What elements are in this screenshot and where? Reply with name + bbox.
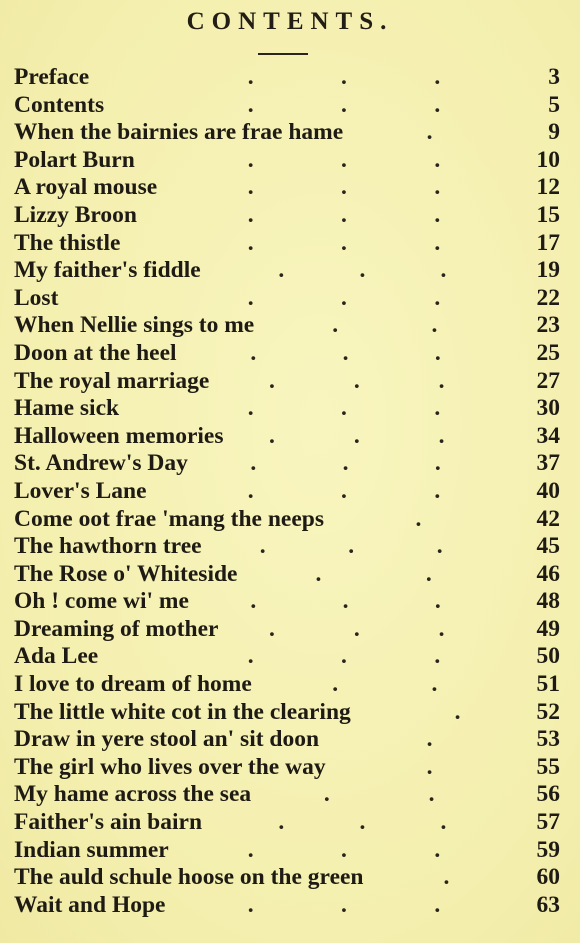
leader-dot: . [438, 367, 445, 394]
entry-title: Wait and Hope [14, 891, 166, 918]
leader-dot: . [426, 726, 433, 753]
contents-entry [14, 119, 560, 147]
contents-entry [14, 809, 560, 837]
leader-dot: . [247, 477, 254, 504]
dot-leaders [207, 588, 484, 616]
dot-leaders [204, 64, 484, 92]
entry-title: Come oot frae 'mang the neeps [14, 505, 325, 532]
page-title: CONTENTS. [186, 8, 394, 35]
contents-entry [14, 892, 560, 920]
contents-entry [14, 202, 560, 230]
leader-dot: . [434, 284, 441, 311]
leader-dot: . [342, 450, 349, 477]
dot-leaders [375, 754, 484, 782]
dot-leaders [204, 285, 484, 313]
leader-dot: . [247, 643, 254, 670]
leader-dot: . [250, 450, 257, 477]
contents-entry [14, 312, 560, 340]
leader-dot: . [247, 174, 254, 201]
leader-dot: . [247, 91, 254, 118]
contents-entry [14, 257, 560, 285]
leader-dot: . [341, 91, 347, 118]
leader-dot: . [247, 64, 254, 90]
contents-list [14, 64, 560, 919]
leader-dot: . [443, 864, 450, 891]
entry-page-number: 27 [536, 367, 560, 394]
leader-dot: . [353, 615, 360, 642]
leader-dot: . [434, 477, 441, 504]
contents-entry [14, 423, 560, 451]
entry-page-number: 12 [536, 174, 560, 201]
entry-page-number: 52 [536, 698, 560, 725]
entry-title: The girl who lives over the way [14, 753, 326, 780]
dot-leaders [375, 726, 484, 754]
entry-page-number: 19 [536, 257, 560, 284]
contents-entry [14, 754, 560, 782]
contents-entry [14, 588, 560, 616]
dot-leaders [375, 119, 484, 147]
contents-entry [14, 643, 560, 671]
entry-title: The Rose o' Whiteside [14, 560, 238, 587]
leader-dot: . [250, 588, 257, 615]
leader-dot: . [247, 891, 254, 918]
leader-dot: . [431, 671, 438, 698]
entry-title: Lost [14, 284, 59, 311]
entry-title: Ada Lee [14, 643, 99, 670]
entry-title: A royal mouse [14, 174, 158, 201]
dot-leaders [204, 202, 484, 230]
dot-leaders [204, 892, 484, 920]
contents-entry [14, 699, 560, 727]
contents-entry [14, 92, 560, 120]
entry-page-number: 37 [536, 450, 560, 477]
contents-entry [14, 837, 560, 865]
leader-dot: . [428, 781, 435, 808]
dot-leaders [286, 671, 484, 699]
dot-leaders [230, 616, 484, 644]
entry-page-number: 60 [536, 864, 560, 891]
entry-page-number: 9 [548, 119, 560, 146]
entry-title: Polart Burn [14, 146, 135, 173]
contents-entry [14, 147, 560, 175]
dot-leaders [263, 561, 484, 589]
dot-leaders [218, 533, 484, 561]
leader-dot: . [434, 201, 441, 228]
leader-dot: . [438, 422, 445, 449]
contents-entry [14, 781, 560, 809]
leader-dot: . [341, 284, 347, 311]
dot-leaders [204, 230, 484, 258]
entry-page-number: 42 [536, 505, 560, 532]
dot-leaders [204, 92, 484, 120]
entry-page-number: 30 [536, 395, 560, 422]
entry-title: The hawthorn tree [14, 533, 202, 560]
contents-entry [14, 864, 560, 892]
leader-dot: . [269, 367, 275, 394]
dot-leaders [204, 643, 484, 671]
leader-dot: . [247, 284, 254, 311]
entry-page-number: 34 [536, 422, 560, 449]
leader-dot: . [250, 339, 257, 366]
entry-page-number: 46 [536, 560, 560, 587]
leader-dot: . [332, 312, 339, 339]
entry-title: When the bairnies are frae hame [14, 119, 344, 146]
leader-dot: . [434, 395, 441, 422]
leader-dot: . [269, 615, 275, 642]
entry-title: Lover's Lane [14, 477, 147, 504]
leader-dot: . [342, 588, 349, 615]
entry-page-number: 53 [536, 726, 560, 753]
dot-leaders [204, 174, 484, 202]
dot-leaders [241, 809, 484, 837]
leader-dot: . [323, 781, 330, 808]
dot-leaders [204, 478, 484, 506]
leader-dot: . [269, 422, 275, 449]
leader-dot: . [415, 505, 422, 532]
leader-dot: . [341, 174, 347, 201]
entry-page-number: 3 [548, 64, 560, 90]
entry-page-number: 40 [536, 477, 560, 504]
leader-dot: . [434, 836, 441, 863]
entry-title: Dreaming of mother [14, 615, 219, 642]
entry-title: Contents [14, 91, 105, 118]
entry-title: Lizzy Broon [14, 201, 137, 228]
leader-dot: . [440, 809, 447, 836]
leader-dot: . [341, 477, 347, 504]
contents-entry [14, 450, 560, 478]
dot-leaders [431, 699, 484, 727]
entry-title: The royal marriage [14, 367, 210, 394]
dot-leaders [204, 837, 484, 865]
contents-entry [14, 726, 560, 754]
leader-dot: . [332, 671, 339, 698]
entry-title: The auld schule hoose on the green [14, 864, 364, 891]
contents-entry [14, 174, 560, 202]
entry-title: Indian summer [14, 836, 169, 863]
contents-entry [14, 506, 560, 534]
leader-dot: . [434, 146, 441, 173]
contents-entry [14, 671, 560, 699]
entry-page-number: 23 [536, 312, 560, 339]
contents-entry [14, 368, 560, 396]
leader-dot: . [259, 533, 266, 560]
contents-entry [14, 285, 560, 313]
entry-page-number: 49 [536, 615, 560, 642]
dot-leaders [204, 147, 484, 175]
contents-entry [14, 64, 560, 92]
entry-page-number: 50 [536, 643, 560, 670]
entry-title: Faither's ain bairn [14, 809, 203, 836]
entry-page-number: 17 [536, 229, 560, 256]
leader-dot: . [434, 643, 441, 670]
contents-entry [14, 478, 560, 506]
entry-title: Halloween memories [14, 422, 224, 449]
entry-title: Hame sick [14, 395, 120, 422]
entry-title: St. Andrew's Day [14, 450, 188, 477]
leader-dot: . [434, 229, 441, 256]
leader-dot: . [438, 615, 445, 642]
entry-title: Oh ! come wi' me [14, 588, 189, 615]
entry-title: Doon at the heel [14, 339, 177, 366]
entry-page-number: 55 [536, 753, 560, 780]
leader-dot: . [434, 339, 441, 366]
dot-leaders [409, 864, 484, 892]
entry-title: The thistle [14, 229, 121, 256]
dot-leaders [207, 340, 484, 368]
entry-page-number: 22 [536, 284, 560, 311]
dot-leaders [204, 395, 484, 423]
dot-leaders [274, 781, 484, 809]
contents-entry [14, 230, 560, 258]
leader-dot: . [341, 643, 347, 670]
leader-dot: . [431, 312, 438, 339]
contents-entry [14, 561, 560, 589]
leader-dot: . [454, 698, 461, 725]
entry-title: My hame across the sea [14, 781, 252, 808]
entry-page-number: 51 [536, 671, 560, 698]
entry-title: Draw in yere stool an' sit doon [14, 726, 320, 753]
leader-dot: . [434, 891, 441, 918]
entry-page-number: 59 [536, 836, 560, 863]
dot-leaders [241, 257, 484, 285]
leader-dot: . [341, 64, 347, 90]
dot-leaders [286, 312, 484, 340]
leader-dot: . [348, 533, 355, 560]
leader-dot: . [341, 229, 347, 256]
entry-title: When Nellie sings to me [14, 312, 255, 339]
leader-dot: . [247, 229, 254, 256]
leader-dot: . [359, 809, 366, 836]
leader-dot: . [247, 836, 254, 863]
entry-page-number: 5 [548, 91, 560, 118]
entry-page-number: 45 [536, 533, 560, 560]
entry-page-number: 63 [536, 891, 560, 918]
leader-dot: . [426, 753, 433, 780]
leader-dot: . [341, 201, 347, 228]
dot-leaders [353, 506, 484, 534]
leader-dot: . [434, 588, 441, 615]
leader-dot: . [425, 560, 432, 587]
contents-entry [14, 340, 560, 368]
leader-dot: . [247, 201, 254, 228]
leader-dot: . [342, 339, 349, 366]
leader-dot: . [434, 174, 441, 201]
leader-dot: . [434, 91, 441, 118]
entry-title: My faither's fiddle [14, 257, 201, 284]
entry-page-number: 15 [536, 201, 560, 228]
leader-dot: . [436, 533, 443, 560]
leader-dot: . [434, 450, 441, 477]
leader-dot: . [341, 836, 347, 863]
leader-dot: . [315, 560, 322, 587]
leader-dot: . [434, 64, 441, 90]
leader-dot: . [426, 119, 433, 146]
leader-dot: . [440, 257, 447, 284]
leader-dot: . [278, 257, 285, 284]
title-rule [258, 53, 308, 55]
entry-page-number: 48 [536, 588, 560, 615]
entry-title: Preface [14, 64, 90, 90]
entry-title: The little white cot in the clearing [14, 698, 351, 725]
entry-page-number: 57 [536, 809, 560, 836]
dot-leaders [230, 368, 484, 396]
leader-dot: . [278, 809, 285, 836]
leader-dot: . [341, 146, 347, 173]
leader-dot: . [341, 395, 347, 422]
dot-leaders [207, 450, 484, 478]
entry-page-number: 10 [536, 146, 560, 173]
leader-dot: . [353, 367, 360, 394]
entry-page-number: 25 [536, 339, 560, 366]
leader-dot: . [247, 395, 254, 422]
contents-entry [14, 616, 560, 644]
leader-dot: . [341, 891, 347, 918]
contents-entry [14, 533, 560, 561]
leader-dot: . [353, 422, 360, 449]
dot-leaders [230, 423, 484, 451]
leader-dot: . [247, 146, 254, 173]
leader-dot: . [359, 257, 366, 284]
contents-entry [14, 395, 560, 423]
entry-title: I love to dream of home [14, 671, 252, 698]
entry-page-number: 56 [536, 781, 560, 808]
